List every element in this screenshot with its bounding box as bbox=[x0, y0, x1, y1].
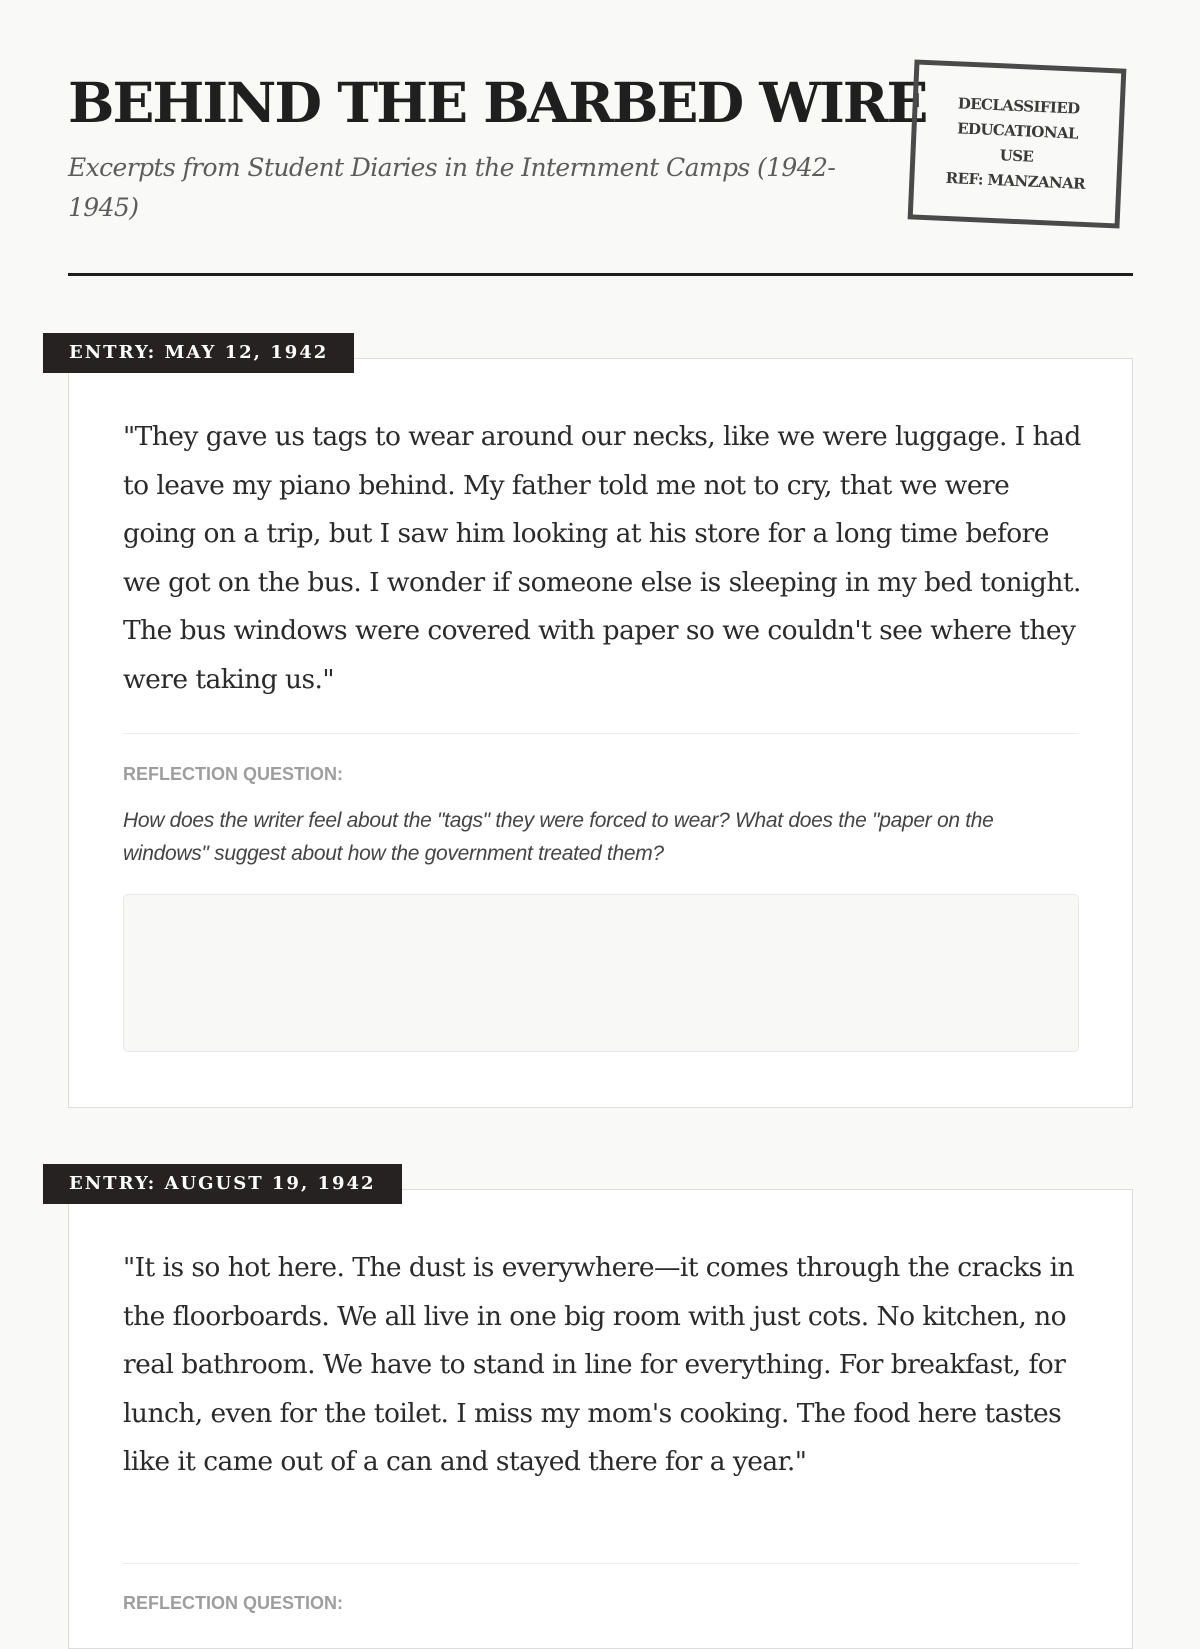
reflection-answer-field[interactable] bbox=[123, 894, 1079, 1052]
divider bbox=[123, 1563, 1079, 1564]
page-title: BEHIND THE BARBED WIRE bbox=[68, 70, 927, 135]
stamp-line: EDUCATIONAL bbox=[956, 119, 1079, 143]
entry-date-tag: ENTRY: MAY 12, 1942 bbox=[43, 333, 354, 373]
divider bbox=[123, 733, 1079, 734]
stamp-line: REF: MANZANAR bbox=[945, 168, 1086, 193]
page-subtitle: Excerpts from Student Diaries in the Internment Camps (1942-1945) bbox=[68, 153, 836, 222]
stamp-line: USE bbox=[999, 146, 1034, 166]
reflection-label: REFLECTION QUESTION: bbox=[123, 764, 343, 784]
reflection-label: REFLECTION QUESTION: bbox=[123, 1593, 343, 1613]
reflection-question: How does the writer feel about the "tags" they were forced to wear? What does the "paper on the windows" suggest about how the government treated them? bbox=[123, 809, 994, 865]
entry-text: "It is so hot here. The dust is everywhere—it comes through the cracks in the floorboards. We all live in one big room with just cots. No kitchen, no real bathroom. We have to stand in line for everything. For breakfast, for lunch, even for the toilet. I miss my mom's cooking. The food here tastes like it came out of a can and stayed there for a year." bbox=[123, 1252, 1075, 1477]
diary-entry bbox=[68, 1173, 1133, 1649]
page-header bbox=[68, 68, 1133, 276]
diary-entry bbox=[68, 342, 1133, 1108]
declassified-stamp bbox=[908, 59, 1127, 228]
entry-text: "They gave us tags to wear around our necks, like we were luggage. I had to leave my piano behind. My father told me not to cry, that we were going on a trip, but I saw him looking at his store for a long time before we got on the bus. I wonder if someone else is sleeping in my bed tonight. The bus windows were covered with paper so we couldn't see where they were taking us." bbox=[123, 421, 1081, 695]
stamp-line: DECLASSIFIED bbox=[957, 94, 1080, 118]
entry-date-tag: ENTRY: AUGUST 19, 1942 bbox=[43, 1164, 402, 1204]
